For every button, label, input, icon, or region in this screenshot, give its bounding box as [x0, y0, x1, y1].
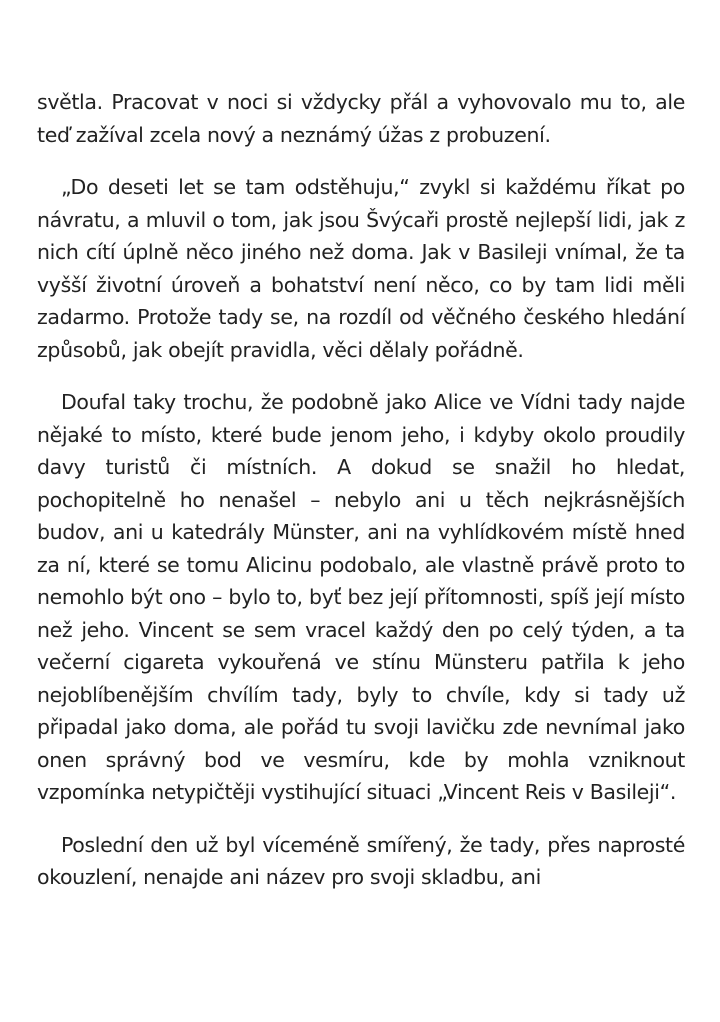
book-page: [37, 86, 685, 914]
paragraph-2: „Do deseti let se tam odstěhuju,“ zvykl si každému říkat po návratu, a mluvil o tom, jak jsou Švýcaři prostě nejlepší lidi, jak z nich cítí úplně něco jiného než doma. Jak v Basileji vnímal, že ta vyšší životní úroveň a bohatství není něco, co by tam lidi měli zadarmo. Protože tady se, na rozdíl od věčného českého hledání způsobů, jak obejít pravidla, věci dělaly pořádně.: [37, 175, 685, 362]
paragraph-4: Poslední den už byl víceméně smířený, že tady, přes naprosté okouzlení, nenajde ani název pro svoji skladbu, ani: [37, 832, 685, 889]
paragraph-3: Doufal taky trochu, že podobně jako Alice ve Vídni tady najde nějaké to místo, které bude jenom jeho, i kdyby okolo proudily davy turistů či místních. A dokud se snažil ho hledat, pochopitelně ho nenašel – nebylo ani u těch nejkrásnějších budov, ani u katedrály Münster, ani na vyhlídkovém místě hned za ní, které se tomu Alicinu podobalo, ale vlastně právě proto to nemohlo být ono – bylo to, byť bez její přítomnosti, spíš její místo než jeho. Vincent se sem vracel každý den po celý týden, a ta večerní cigareta vykouřená ve stínu Münsteru patřila k jeho nejoblíbenějším chvílím tady, byly to chvíle, kdy si tady už připadal jako doma, ale pořád tu svoji lavičku zde nevnímal jako onen správný bod ve vesmíru, kde by mohla vzniknout vzpomínka netypičtěji vystihující situaci „Vincent Reis v Basileji“.: [37, 390, 685, 804]
paragraph-1: světla. Pracovat v noci si vždycky přál a vyhovovalo mu to, ale teď zažíval zcela nový a neznámý úžas z probuzení.: [37, 90, 685, 147]
